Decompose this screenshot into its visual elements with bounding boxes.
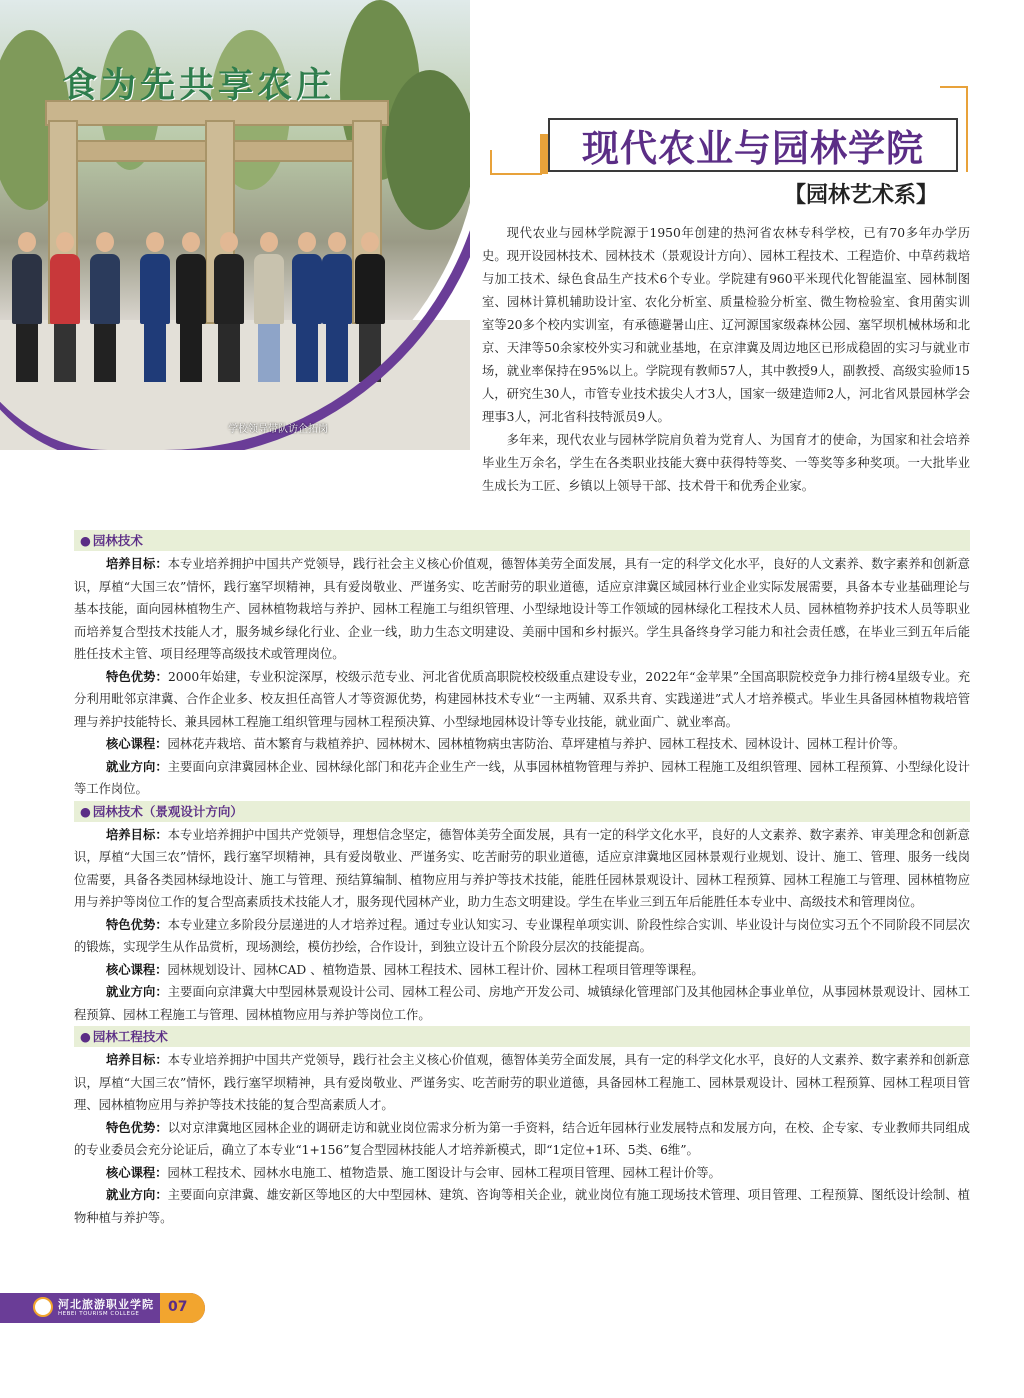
program-paragraph	[74, 1049, 970, 1117]
section-text: 园林规划设计、园林CAD 、植物造景、园林工程技术、园林工程计价、园林工程项目管理等课程。	[167, 962, 704, 977]
bullet-icon: ●	[80, 1029, 91, 1044]
title-accent-bar	[540, 134, 548, 174]
program-paragraph	[74, 666, 970, 734]
deco-line	[490, 150, 492, 175]
school-logo-icon	[33, 1297, 53, 1317]
intro-paragraph: 多年来，现代农业与园林学院肩负着为党育人、为国育才的使命，为国家和社会培养毕业生万余名，学生在各类职业技能大赛中获得特等奖、一等奖等多种奖项。一大批毕业生成长为工匠、乡镇以上领导干部、技术骨干和优秀企业家。	[482, 433, 970, 493]
photo-caption: 学校领导带队访企拓岗	[228, 424, 328, 435]
section-label: 特色优势：	[105, 917, 168, 932]
section-text: 园林花卉栽培、苗木繁育与栽植养护、园林树木、园林植物病虫害防治、草坪建植与养护、园林工程技术、园林设计、园林工程计价等。	[167, 737, 906, 751]
section-label: 核心课程：	[105, 962, 168, 977]
section-text: 以对京津冀地区园林企业的调研走访和就业岗位需求分析为第一手资料，结合近年园林行业发展特点和发展方向，在校、企专家、专业教师共同组成的专业委员会充分论证后，确立了本专业“1+156”复合型园林技能人才培养新模式，即“1定位+1环、5类、6维”。	[74, 1120, 970, 1157]
bullet-icon: ●	[80, 803, 91, 819]
section-label: 就业方向：	[105, 759, 168, 774]
section-text: 本专业培养拥护中国共产党领导，理想信念坚定，德智体美劳全面发展，具有一定的科学文化水平，良好的人文素养、数字素养、审美理念和创新意识，厚植“大国三农”情怀，践行塞罕坝精神，具有爱岗敬业、严谨务实、吃苦耐劳的职业道德，适应京津冀地区园林景观行业规划、设计、施工、管理、服务一线岗位需要，具备各类园林绿地设计、施工与管理、预结算编制、植物应用与养护等技术技能，能胜任园林景观设计、园林工程预算、园林工程施工与管理、园林植物应用与养护等岗位工作的复合型高素质技术技能人才，服务现代园林产业，助力生态文明建设。学生在毕业三到五年后能胜任本专业中、高级技术和管理岗位。	[74, 827, 970, 909]
program-paragraph	[74, 756, 970, 801]
section-label: 就业方向：	[105, 1188, 168, 1202]
section-text: 本专业建立多阶段分层递进的人才培养过程。通过专业认知实习、专业课程单项实训、阶段性综合实训、毕业设计与岗位实习五个不同阶段不同层次的锻炼，实现学生从作品赏析，现场测绘，模仿抄绘，合作设计，到独立设计五个阶段分层次的技能提高。	[74, 917, 970, 954]
program-name: 园林工程技术	[92, 1029, 168, 1044]
program-heading	[74, 1026, 970, 1047]
section-text: 主要面向京津冀园林企业、园林绿化部门和花卉企业生产一线，从事园林植物管理与养护、园林工程施工及组织管理、园林工程预算、小型绿化设计等工作岗位。	[74, 759, 970, 796]
program-name: 园林技术	[92, 533, 143, 548]
program-name: 园林技术（景观设计方向）	[92, 803, 243, 819]
program-paragraph	[74, 1162, 970, 1185]
section-label: 特色优势：	[105, 1120, 168, 1135]
footer-school-name-en: HEBEI TOURISM COLLEGE	[58, 1311, 140, 1317]
section-text: 2000年始建，专业积淀深厚，校级示范专业、河北省优质高职院校校级重点建设专业，2022年“金苹果”全国高职院校竞争力排行榜4星级专业。充分利用毗邻京津冀、合作企业多、校友担任高管人才等资源优势，构建园林技术专业“一主两辅、双系共育、实践递进”式人才培养模式。毕业生具备园林植物栽培管理与养护技能特长、兼具园林工程施工组织管理与园林工程预决算、小型绿地园林设计等专业技能，就业面广、就业率高。	[74, 669, 970, 729]
section-label: 核心课程：	[105, 1165, 168, 1180]
section-label: 特色优势：	[105, 669, 168, 684]
section-label: 培养目标：	[105, 827, 168, 842]
deco-line	[490, 173, 542, 175]
page-subtitle: 【园林艺术系】	[784, 183, 939, 208]
program-paragraph	[74, 1117, 970, 1162]
section-label: 就业方向：	[105, 985, 168, 999]
program-heading	[74, 801, 970, 822]
section-text: 本专业培养拥护中国共产党领导，践行社会主义核心价值观，德智体美劳全面发展，具有一定的科学文化水平，良好的人文素养、数字素养和创新意识，厚植“大国三农”情怀，践行塞罕坝精神，具有爱岗敬业、严谨务实、吃苦耐劳的职业道德，适应京津冀区域园林行业企业实际发展需要，具备本专业基础理论与基本技能，面向园林植物生产、园林植物栽培与养护、园林工程施工与组织管理、小型绿地设计等工作领域的园林绿化工程技术人员、园林植物养护技术人员等职业而培养复合型技术技能人才，服务城乡绿化行业、企业一线，助力生态文明建设、美丽中国和乡村振兴。学生具备终身学习能力和社会责任感，在毕业三到五年后能胜任技术主管、项目经理等高级技术或管理岗位。	[74, 557, 970, 661]
program-section	[74, 530, 970, 801]
program-section	[74, 1026, 970, 1229]
intro-text	[482, 222, 970, 498]
section-text: 园林工程技术、园林水电施工、植物造景、施工图设计与会审、园林工程项目管理、园林工程计价等。	[167, 1165, 721, 1180]
section-label: 核心课程：	[105, 737, 168, 751]
deco-line	[940, 86, 968, 88]
section-text: 主要面向京津冀大中型园林景观设计公司、园林工程公司、房地产开发公司、城镇绿化管理部门及其他园林企事业单位，从事园林景观设计、园林工程预算、园林工程施工与管理、园林植物应用与养护等岗位工作。	[74, 985, 970, 1022]
program-paragraph	[74, 914, 970, 959]
footer-school-name: 河北旅游职业学院	[58, 1298, 154, 1311]
hero-photo	[0, 0, 470, 450]
program-paragraph	[74, 824, 970, 914]
page-number: 07	[168, 1299, 188, 1315]
program-section	[74, 801, 970, 1027]
program-list	[74, 530, 970, 1229]
intro-paragraph: 现代农业与园林学院源于1950年创建的热河省农林专科学校，已有70多年办学历史。现开设园林技术、园林技术（景观设计方向）、园林工程技术、工程造价、中草药栽培与加工技术、绿色食品生产技术6个专业。学院建有960平米现代化智能温室、园林制图室、园林计算机辅助设计室、农化分析室、质量检验分析室、微生物检验室、食用菌实训室等20多个校内实训室，有承德避暑山庄、辽河源国家级森林公园、塞罕坝机械林场和北京、天津等50余家校外实习和就业基地，在京津冀及周边地区已形成稳固的实习与就业市场，就业率保持在95%以上。学院现有教师57人，其中教授9人，副教授、高级实验师15人，研究生30人，市管专业技术拔尖人才3人，国家一级建造师2人，河北省风景园林学会理事3人，河北省科技特派员9人。	[482, 226, 970, 424]
page-title: 现代农业与园林学院	[582, 127, 924, 170]
title-box	[548, 118, 958, 172]
program-paragraph	[74, 553, 970, 666]
program-paragraph	[74, 733, 970, 756]
section-text: 主要面向京津冀、雄安新区等地区的大中型园林、建筑、咨询等相关企业，就业岗位有施工现场技术管理、项目管理、工程预算、图纸设计绘制、植物种植与养护等。	[74, 1188, 970, 1225]
bullet-icon: ●	[80, 533, 91, 548]
section-label: 培养目标：	[105, 557, 168, 571]
program-paragraph	[74, 981, 970, 1026]
deco-line	[966, 86, 968, 172]
section-label: 培养目标：	[105, 1053, 168, 1067]
program-paragraph	[74, 959, 970, 982]
program-heading	[74, 530, 970, 551]
photo-sign: 食为先共享农庄	[62, 66, 336, 106]
section-text: 本专业培养拥护中国共产党领导，践行社会主义核心价值观，德智体美劳全面发展，具有一定的科学文化水平，良好的人文素养、数字素养和创新意识，厚植“大国三农”情怀，践行塞罕坝精神，具有爱岗敬业、严谨务实、吃苦耐劳的职业道德，具备园林工程施工、园林景观设计、园林工程预算、园林工程项目管理、园林植物应用与养护等技术技能的复合型高素质人才。	[74, 1053, 970, 1112]
program-paragraph	[74, 1184, 970, 1229]
